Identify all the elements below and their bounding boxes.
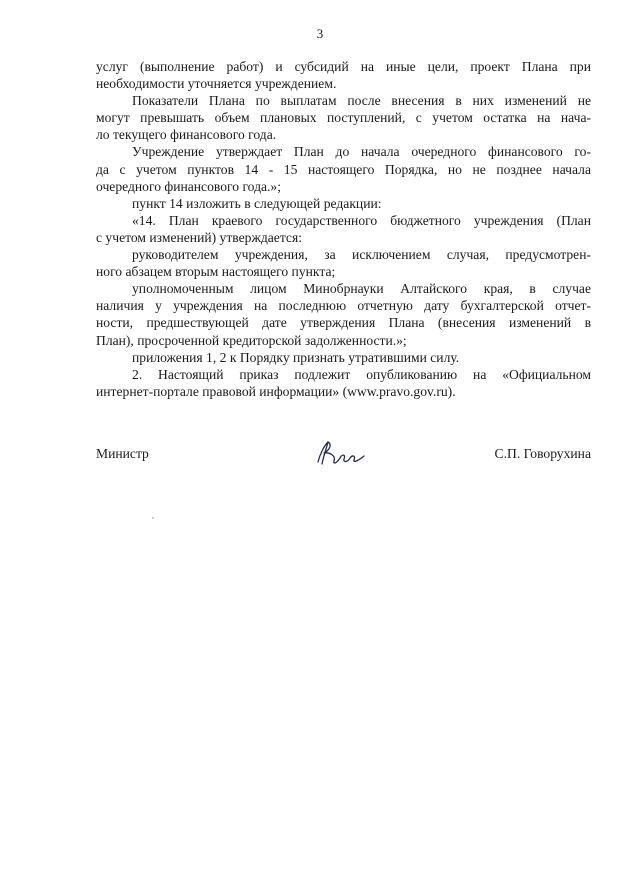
paragraph <box>96 280 591 348</box>
page-number: 3 <box>316 26 324 41</box>
text-line: 2. Настоящий приказ подлежит опубликованию на «Официальном <box>132 366 591 382</box>
text-line: Показатели Плана по выплатам после внесения в них изменений не <box>132 93 591 109</box>
text-line: интернет-портале правовой информации» (www.pravo.gov.ru). <box>96 383 456 399</box>
scan-speck <box>152 517 154 519</box>
text-line: Учреждение утверждает План до начала очередного финансового го- <box>132 144 591 160</box>
paragraph <box>96 349 591 366</box>
paragraph <box>96 246 591 280</box>
text-line: План), просроченной кредиторской задолженности.»; <box>96 332 407 348</box>
text-line: ности, предшествующей дате утверждения Плана (внесения изменений в <box>96 315 591 331</box>
signatory-name: С.П. Говорухина <box>494 446 591 461</box>
text-line: с учетом изменений) утверждается: <box>96 229 302 245</box>
paragraph <box>96 58 591 92</box>
text-line: могут превышать объем плановых поступлений, с учетом остатка на нача- <box>96 110 591 126</box>
text-line: уполномоченным лицом Минобрнауки Алтайского края, в случае <box>132 281 591 297</box>
text-line: руководителем учреждения, за исключением случая, предусмотрен- <box>132 247 591 263</box>
text-line: пункт 14 изложить в следующей редакции: <box>132 195 382 211</box>
text-line: «14. План краевого государственного бюджетного учреждения (План <box>132 212 591 228</box>
paragraph <box>96 143 591 194</box>
text-line: приложения 1, 2 к Порядку признать утратившими силу. <box>132 349 460 365</box>
paragraph <box>96 366 591 400</box>
text-line: ного абзацем вторым настоящего пункта; <box>96 264 336 280</box>
text-line: необходимости уточняется учреждением. <box>96 76 337 92</box>
document-body <box>96 58 591 400</box>
text-line: ло текущего финансового года. <box>96 127 277 143</box>
text-line: наличия у учреждения на последнюю отчетную дату бухгалтерской отчет- <box>96 298 591 314</box>
signatory-title: Министр <box>96 446 149 461</box>
paragraph <box>96 212 591 246</box>
text-line: очередного финансового года.»; <box>96 178 282 194</box>
signature-block <box>96 446 591 476</box>
handwritten-signature <box>310 436 370 468</box>
paragraph <box>96 92 591 143</box>
paragraph <box>96 195 591 212</box>
text-line: да с учетом пунктов 14 - 15 настоящего Порядка, но не позднее начала <box>96 161 591 177</box>
text-line: услуг (выполнение работ) и субсидий на иные цели, проект Плана при <box>96 59 591 74</box>
